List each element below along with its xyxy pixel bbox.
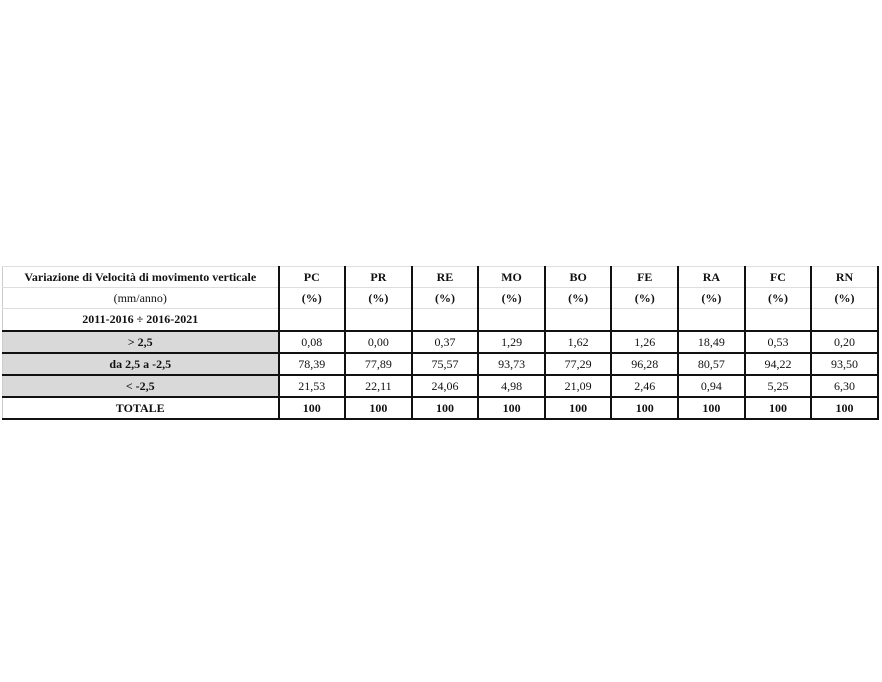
empty-cell	[678, 309, 745, 332]
table-cell: 1,29	[478, 331, 545, 353]
table-cell: 21,53	[279, 375, 346, 397]
header-row-codes	[3, 267, 878, 288]
total-cell: 100	[279, 397, 346, 419]
empty-cell	[412, 309, 479, 332]
table-cell: 0,94	[678, 375, 745, 397]
table-cell: 0,08	[279, 331, 346, 353]
empty-cell	[745, 309, 812, 332]
column-header-re: RE	[412, 267, 479, 288]
total-cell: 100	[611, 397, 678, 419]
column-header-rn: RN	[811, 267, 878, 288]
column-header-mo: MO	[478, 267, 545, 288]
table-cell: 0,53	[745, 331, 812, 353]
column-unit-rn: (%)	[811, 288, 878, 309]
row-label: > 2,5	[3, 331, 279, 353]
total-cell: 100	[745, 397, 812, 419]
table-cell: 77,89	[345, 353, 412, 375]
empty-cell	[611, 309, 678, 332]
table-cell: 0,20	[811, 331, 878, 353]
table-cell: 75,57	[412, 353, 479, 375]
table-cell: 93,73	[478, 353, 545, 375]
table-cell: 2,46	[611, 375, 678, 397]
column-unit-ra: (%)	[678, 288, 745, 309]
table-cell: 18,49	[678, 331, 745, 353]
total-cell: 100	[545, 397, 612, 419]
table-cell: 22,11	[345, 375, 412, 397]
row-label: < -2,5	[3, 375, 279, 397]
table-unit: (mm/anno)	[3, 288, 279, 309]
table-cell: 1,62	[545, 331, 612, 353]
total-label: TOTALE	[3, 397, 279, 419]
total-cell: 100	[412, 397, 479, 419]
table-cell: 78,39	[279, 353, 346, 375]
table-row	[3, 331, 878, 353]
column-unit-pc: (%)	[279, 288, 346, 309]
table-row	[3, 353, 878, 375]
column-header-fc: FC	[745, 267, 812, 288]
table-title: Variazione di Velocità di movimento verticale	[3, 267, 279, 288]
table-row	[3, 375, 878, 397]
column-unit-pr: (%)	[345, 288, 412, 309]
header-row-period	[3, 309, 878, 332]
empty-cell	[545, 309, 612, 332]
table-cell: 24,06	[412, 375, 479, 397]
total-cell: 100	[811, 397, 878, 419]
total-cell: 100	[478, 397, 545, 419]
column-unit-bo: (%)	[545, 288, 612, 309]
table-cell: 80,57	[678, 353, 745, 375]
column-unit-fe: (%)	[611, 288, 678, 309]
empty-cell	[478, 309, 545, 332]
table-cell: 5,25	[745, 375, 812, 397]
total-cell: 100	[345, 397, 412, 419]
table-cell: 0,00	[345, 331, 412, 353]
table-cell: 94,22	[745, 353, 812, 375]
row-label: da 2,5 a -2,5	[3, 353, 279, 375]
column-unit-re: (%)	[412, 288, 479, 309]
table-cell: 21,09	[545, 375, 612, 397]
table-cell: 6,30	[811, 375, 878, 397]
total-cell: 100	[678, 397, 745, 419]
empty-cell	[345, 309, 412, 332]
velocity-variation-table	[2, 266, 879, 420]
column-header-pr: PR	[345, 267, 412, 288]
table-cell: 93,50	[811, 353, 878, 375]
table-cell: 1,26	[611, 331, 678, 353]
table-period: 2011-2016 ÷ 2016-2021	[3, 309, 279, 332]
table-cell: 0,37	[412, 331, 479, 353]
table-cell: 77,29	[545, 353, 612, 375]
table-cell: 4,98	[478, 375, 545, 397]
column-header-bo: BO	[545, 267, 612, 288]
table-cell: 96,28	[611, 353, 678, 375]
column-unit-fc: (%)	[745, 288, 812, 309]
column-header-ra: RA	[678, 267, 745, 288]
column-header-fe: FE	[611, 267, 678, 288]
column-unit-mo: (%)	[478, 288, 545, 309]
total-row	[3, 397, 878, 419]
column-header-pc: PC	[279, 267, 346, 288]
empty-cell	[811, 309, 878, 332]
header-row-units	[3, 288, 878, 309]
empty-cell	[279, 309, 346, 332]
